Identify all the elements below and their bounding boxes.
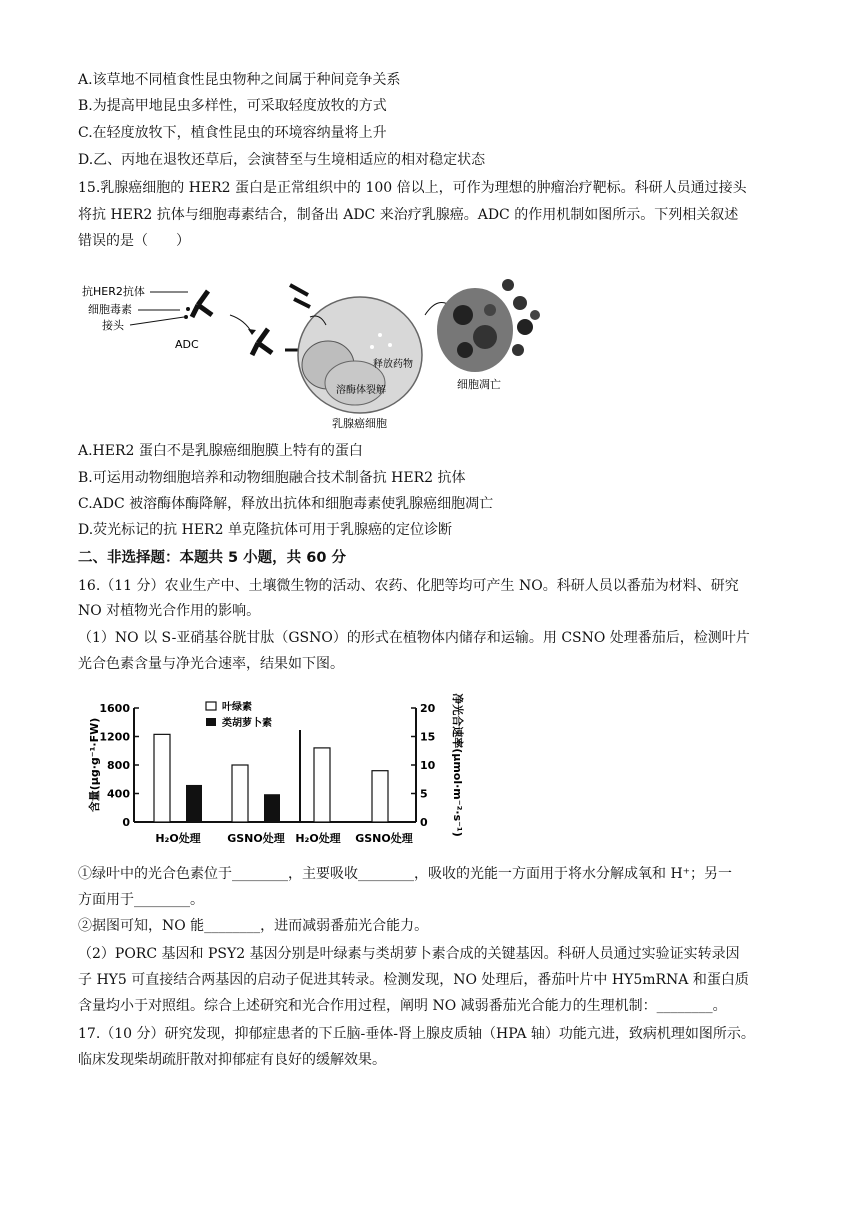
text-line: （1）NO 以 S-亚硝基谷胱甘肽（GSNO）的形式在植物体内储存和运输。用 CSNO 处理番茄后，检测叶片 xyxy=(78,630,750,646)
text-line: ①绿叶中的光合色素位于________，主要吸收________，吸收的光能一方面用于将水分解成氧和 H⁺；另一 xyxy=(78,866,733,882)
text-line: 子 HY5 可直接结合两基因的启动子促进其转录。检测发现，NO 处理后，番茄叶片中 HY5mRNA 和蛋白质 xyxy=(78,972,749,988)
text-line: 15.乳腺癌细胞的 HER2 蛋白是正常组织中的 100 倍以上，可作为理想的肿瘤治疗靶标。科研人员通过接头 xyxy=(78,180,747,196)
y-tick-label: 400 xyxy=(107,787,130,801)
legend-swatch-chlorophyll xyxy=(206,702,216,710)
label-antibody: 抗HER2抗体 xyxy=(82,285,145,298)
y-tick-label: 1600 xyxy=(99,702,130,715)
y2-tick-label: 5 xyxy=(420,787,428,801)
legend-swatch-carotenoid xyxy=(206,718,216,726)
bar-net-photosynthesis xyxy=(314,748,330,822)
legend-label-carotenoid: 类胡萝卜素 xyxy=(222,718,272,729)
text-line: B.可运用动物细胞培养和动物细胞融合技术制备抗 HER2 抗体 xyxy=(78,470,466,486)
label-adc: ADC xyxy=(175,338,199,351)
label-toxin: 细胞毒素 xyxy=(88,303,132,316)
text-line: 临床发现柴胡疏肝散对抑郁症有良好的缓解效果。 xyxy=(78,1052,386,1068)
x-tick-label: H₂O处理 xyxy=(155,832,201,845)
x-tick-label: GSNO处理 xyxy=(227,832,285,845)
text-line: D.荧光标记的抗 HER2 单克隆抗体可用于乳腺癌的定位诊断 xyxy=(78,522,452,538)
y-tick-label: 800 xyxy=(107,759,130,772)
label-lysosome: 溶酶体裂解 xyxy=(336,385,386,396)
text-line: 含量均小于对照组。综合上述研究和光合作用过程，阐明 NO 减弱番茄光合能力的生理机制：________。 xyxy=(78,998,727,1014)
x-tick-label-right: H₂O处理 xyxy=(295,832,341,845)
text-line: A.该草地不同植食性昆虫物种之间属于种间竞争关系 xyxy=(78,72,401,88)
label-release: 释放药物 xyxy=(373,359,413,370)
bar-chlorophyll xyxy=(154,734,170,822)
label-cell: 乳腺癌细胞 xyxy=(332,417,387,430)
apoptotic-cell xyxy=(437,279,540,372)
text-line: 17.（10 分）研究发现，抑郁症患者的下丘脑-垂体-肾上腺皮质轴（HPA 轴）功能亢进，致病机理如图所示。 xyxy=(78,1026,755,1042)
bar-carotenoid xyxy=(186,785,202,822)
text-line: A.HER2 蛋白不是乳腺癌细胞膜上特有的蛋白 xyxy=(78,443,363,459)
x-tick-label-right: GSNO处理 xyxy=(355,832,413,845)
adc-mechanism-figure xyxy=(80,255,550,435)
label-apoptosis: 细胞凋亡 xyxy=(457,378,501,391)
bar-net-photosynthesis xyxy=(372,771,388,822)
y2-tick-label: 20 xyxy=(420,702,436,715)
text-line: （2）PORC 基因和 PSY2 基因分别是叶绿素与类胡萝卜素合成的关键基因。科研人员通过实验证实转录因 xyxy=(78,946,740,962)
text-line: 16.（11 分）农业生产中、土壤微生物的活动、农药、化肥等均可产生 NO。科研人员以番茄为材料、研究 xyxy=(78,578,739,594)
bar-chlorophyll xyxy=(232,765,248,822)
text-line: 将抗 HER2 抗体与细胞毒素结合，制备出 ADC 来治疗乳腺癌。ADC 的作用机制如图所示。下列相关叙述 xyxy=(78,207,739,223)
legend-label-chlorophyll: 叶绿素 xyxy=(222,702,252,713)
text-line: C.ADC 被溶酶体酶降解，释放出抗体和细胞毒素使乳腺癌细胞凋亡 xyxy=(78,496,494,512)
y-tick-label: 1200 xyxy=(99,730,130,744)
text-line: 方面用于________。 xyxy=(78,892,204,908)
text-line: C.在轻度放牧下，植食性昆虫的环境容纳量将上升 xyxy=(78,125,387,141)
adc-molecule xyxy=(184,291,212,319)
y2-axis-label: 净光合速率(μmol·m⁻²·s⁻¹) xyxy=(451,693,464,837)
y-axis-label: 含量(μg·g⁻¹·FW) xyxy=(88,717,101,813)
y-tick-label: 0 xyxy=(122,816,130,829)
text-line: 光合色素含量与净光合速率，结果如下图。 xyxy=(78,656,344,672)
chart-figure xyxy=(86,690,476,860)
y2-tick-label: 0 xyxy=(420,816,428,829)
text-line: NO 对植物光合作用的影响。 xyxy=(78,603,261,619)
bar-carotenoid xyxy=(264,794,280,822)
text-line: B.为提高甲地昆虫多样性，可采取轻度放牧的方式 xyxy=(78,98,387,114)
text-line: 二、非选择题：本题共 5 小题，共 60 分 xyxy=(78,550,346,566)
y2-tick-label: 15 xyxy=(420,730,436,744)
y2-tick-label: 10 xyxy=(420,759,436,772)
text-line: D.乙、丙地在退牧还草后，会演替至与生境相适应的相对稳定状态 xyxy=(78,152,486,168)
text-line: 错误的是（ ） xyxy=(78,233,190,249)
adc-binding xyxy=(252,329,272,355)
text-line: ②据图可知，NO 能________，进而减弱番茄光合能力。 xyxy=(78,918,429,934)
label-linker: 接头 xyxy=(102,319,124,332)
